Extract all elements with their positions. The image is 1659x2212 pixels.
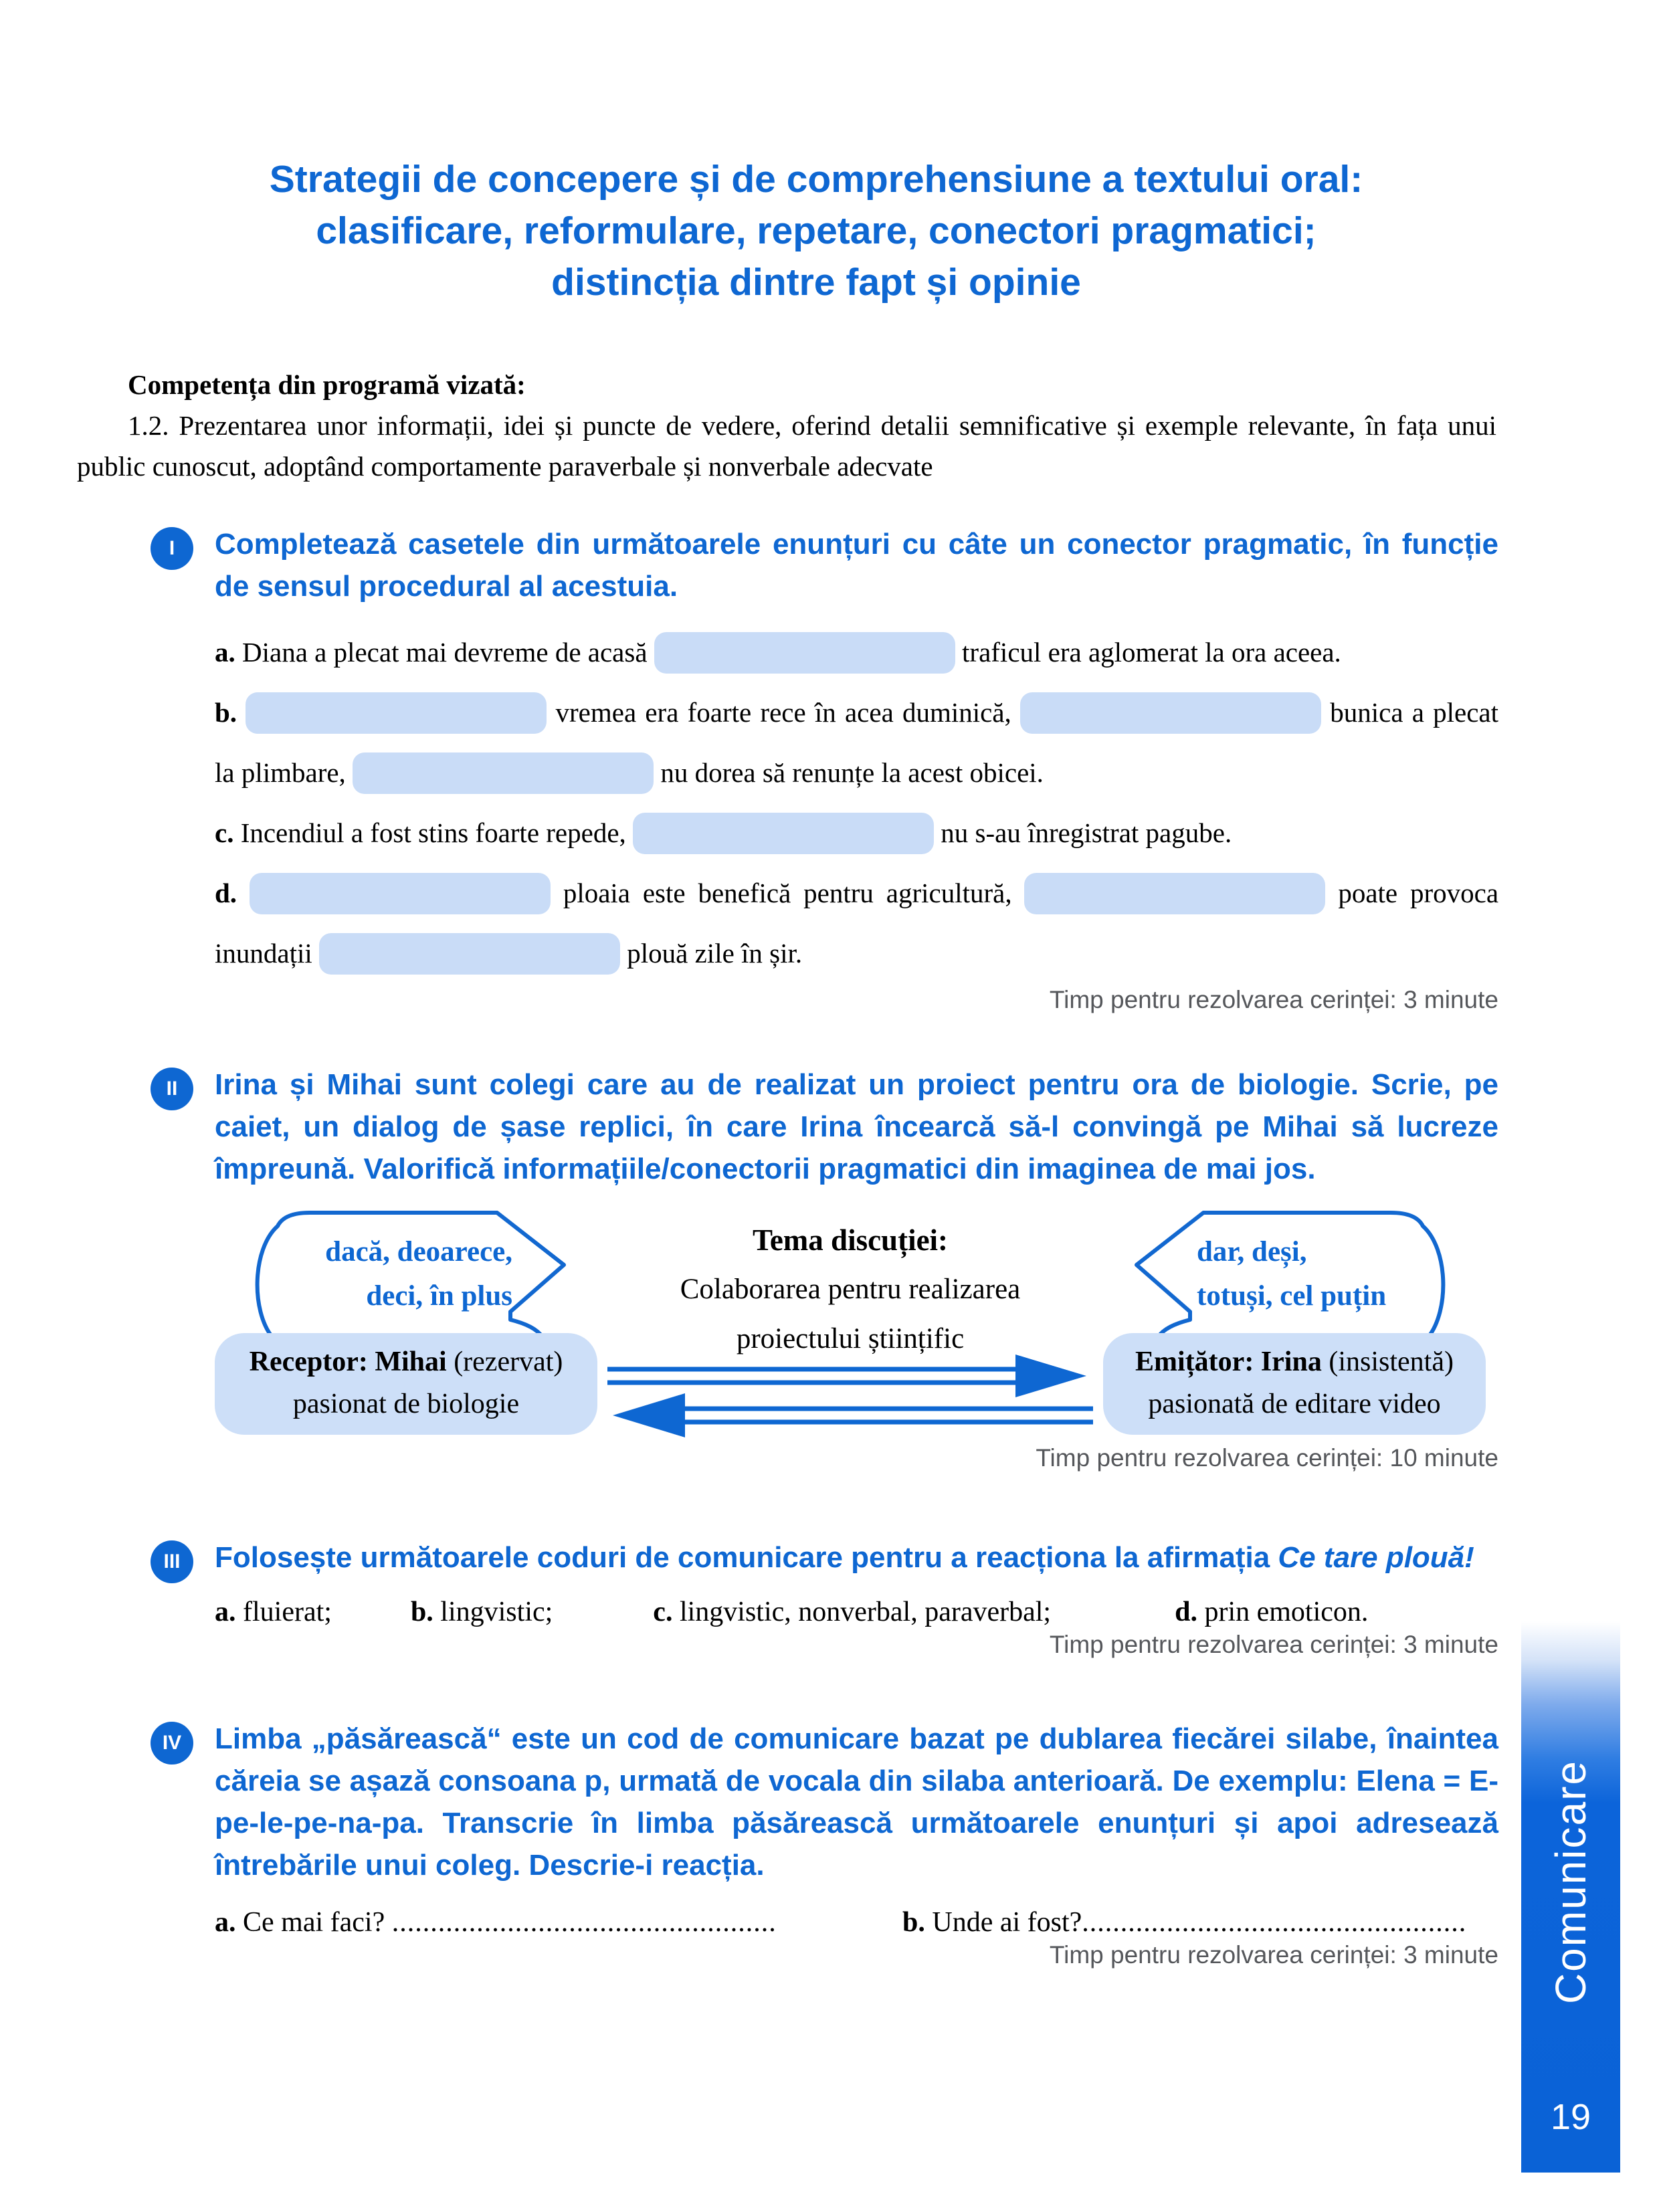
receiver-trait: (rezervat): [454, 1346, 563, 1377]
connector-blank: [654, 632, 955, 674]
question-a-label: a.: [215, 1907, 236, 1938]
question-a-text: Ce mai faci?: [243, 1907, 392, 1938]
exercise-3-statement: [215, 1536, 1498, 1579]
exercise-3-numeral: III: [163, 1550, 181, 1573]
option-a: [215, 1596, 332, 1628]
exercise-4-numeral: IV: [162, 1732, 182, 1754]
connector-blank: [1020, 692, 1321, 734]
sentence-d-part3: plouă zile în șir.: [627, 938, 803, 969]
sentence-c-part2: nu s-au înregistrat pagube.: [941, 817, 1232, 848]
sentence-b: [215, 682, 1498, 803]
option-d: [1175, 1596, 1368, 1628]
sentence-d: [215, 863, 1498, 983]
question-b-answer-line: ..................................................: [1082, 1907, 1467, 1938]
question-b-label: b.: [902, 1907, 925, 1938]
option-b: [411, 1596, 553, 1628]
sentence-b-part2: bunica a plecat la plimbare,: [215, 697, 1499, 788]
exercise-3-statement-text: Folosește următoarele coduri de comunicare pentru a reacționa la afirmația: [215, 1541, 1278, 1574]
left-connectors-line2: deci, în plus: [366, 1280, 512, 1312]
exercise-3-time-note: Timp pentru rezolvarea cerinței: 3 minute: [1049, 1631, 1498, 1658]
sentence-b-label: b.: [215, 697, 237, 728]
title-line-1: Strategii de concepere și de comprehensiune a textului oral:: [269, 158, 1363, 201]
option-d-text: prin emoticon.: [1204, 1597, 1369, 1627]
left-connectors-line1: dacă, deoarece,: [325, 1236, 512, 1268]
exercise-1-time-note: Timp pentru rezolvarea cerinței: 3 minute: [1049, 986, 1498, 1013]
exercise-3-options: [215, 1596, 1498, 1628]
sentence-d-part1: ploaia este benefică pentru agricultură,: [563, 878, 1012, 908]
page-title: [0, 154, 1632, 308]
emitter-box: [1103, 1333, 1486, 1435]
connector-blank: [1024, 873, 1325, 914]
exercise-1-body: [215, 523, 1498, 1014]
option-d-label: d.: [1175, 1597, 1197, 1627]
right-connectors: [1197, 1230, 1458, 1318]
exercise-2: [151, 1064, 1498, 1472]
exercise-4: [151, 1718, 1498, 1969]
exercise-4-body: [215, 1718, 1498, 1969]
exercise-4-numeral-badge: [151, 1722, 193, 1765]
chapter-label: Comunicare: [1547, 1760, 1595, 2005]
emitter-line1: [1103, 1341, 1486, 1383]
connector-blank: [319, 933, 620, 975]
exercise-1-numeral-badge: [151, 527, 193, 570]
sentence-c: [215, 803, 1498, 863]
question-a: [215, 1906, 777, 1938]
page-number: 19: [1550, 2097, 1591, 2137]
exercise-1: [151, 523, 1498, 1014]
receiver-line1: [215, 1341, 597, 1383]
sentence-d-part2: poate provoca inundații: [215, 878, 1499, 969]
sentence-c-label: c.: [215, 817, 234, 848]
connector-blank: [353, 752, 654, 794]
competence-label: Competența din programă vizată:: [128, 369, 526, 400]
sentence-b-part1: vremea era foarte rece în acea duminică,: [555, 697, 1011, 728]
sentence-d-label: d.: [215, 878, 237, 908]
sentence-a-label: a.: [215, 637, 235, 668]
sentence-b-part3: nu dorea să renunțe la acest obicei.: [660, 757, 1044, 788]
sentence-c-part1: Incendiul a fost stins foarte repede,: [240, 817, 626, 848]
discussion-topic: [593, 1215, 1108, 1364]
emitter-trait: (insistentă): [1329, 1346, 1454, 1377]
connector-blank: [246, 692, 547, 734]
exercise-4-questions: [215, 1906, 1498, 1938]
exercise-1-sentences: [215, 622, 1498, 983]
exercise-1-numeral: I: [169, 537, 175, 559]
sentence-a: [215, 622, 1498, 682]
option-c-text: lingvistic, nonverbal, paraverbal;: [679, 1597, 1052, 1627]
exercise-4-statement: Limba „păsărească“ este un cod de comunicare bazat pe dublarea fiecărei silabe, înaintea căreia se așază consoana p, urmată de vocala din silaba anterioară. De exemplu: Elena = E-pe-le-pe-na-pa. Transcrie în limba păsărească următoarele enunțuri și apoi adresează întrebările unui coleg. Descrie-i reacția.: [215, 1722, 1498, 1882]
title-line-2: clasificare, reformulare, repetare, conectori pragmatici;: [316, 209, 1316, 252]
question-b: [902, 1906, 1466, 1938]
discussion-topic-line1: Colaborarea pentru realizarea: [680, 1274, 1021, 1305]
discussion-topic-label: Tema discuției:: [752, 1223, 949, 1257]
chapter-sidebar: [1521, 1621, 1620, 2173]
sentence-a-part2: traficul era aglomerat la ora aceea.: [962, 637, 1341, 668]
option-c: [653, 1596, 1051, 1628]
exercise-3: [151, 1536, 1498, 1659]
connector-blank: [250, 873, 551, 914]
receiver-line2: pasionat de biologie: [292, 1389, 520, 1419]
title-line-3: distincția dintre fapt și opinie: [551, 261, 1081, 304]
question-b-text: Unde ai fost?: [932, 1907, 1082, 1938]
competence-body: 1.2. Prezentarea unor informații, idei și puncte de vedere, oferind detalii semnificative și exemple relevante, în fața unui public cunoscut, adoptând comportamente paraverbale și nonverbale adecvate: [77, 410, 1496, 482]
exercise-3-statement-quote: Ce tare plouă!: [1278, 1541, 1474, 1574]
communication-diagram: [215, 1209, 1486, 1441]
discussion-topic-line2: proiectului științific: [736, 1323, 965, 1354]
question-a-answer-line: ..................................................: [391, 1907, 777, 1938]
exercise-3-body: [215, 1536, 1498, 1659]
receiver-box: [215, 1333, 597, 1435]
receiver-role-name: Receptor: Mihai: [249, 1346, 447, 1377]
exercise-3-numeral-badge: [151, 1540, 193, 1583]
option-a-label: a.: [215, 1597, 236, 1627]
exercise-2-numeral: II: [166, 1078, 178, 1100]
exercise-2-statement: Irina și Mihai sunt colegi care au de realizat un proiect pentru ora de biologie. Scrie, pe caiet, un dialog de șase replici, în care Irina încearcă să-l convingă pe Mihai să lucreze împreună. Valorifică informațiile/conectorii pragmatici din imaginea de mai jos.: [215, 1068, 1498, 1185]
exercise-1-statement: Completează casetele din următoarele enunțuri cu câte un conector pragmatic, în funcție de sensul procedural al acestuia.: [215, 528, 1498, 603]
dialogue-arrows: [606, 1352, 1094, 1440]
chapter-label-wrap: [1521, 1691, 1620, 2074]
connector-blank: [633, 813, 934, 854]
left-connectors: [278, 1230, 512, 1318]
exercise-2-numeral-badge: [151, 1068, 193, 1110]
right-connectors-line1: dar, deși,: [1197, 1236, 1307, 1268]
option-a-text: fluierat;: [243, 1597, 332, 1627]
option-b-text: lingvistic;: [440, 1597, 553, 1627]
exercise-2-time-note: Timp pentru rezolvarea cerinței: 10 minute: [1036, 1444, 1498, 1472]
option-c-label: c.: [653, 1597, 673, 1627]
competence-section: [77, 365, 1496, 487]
sentence-a-part1: Diana a plecat mai devreme de acasă: [242, 637, 648, 668]
option-b-label: b.: [410, 1597, 433, 1627]
emitter-line2: pasionată de editare video: [1148, 1389, 1441, 1419]
exercise-2-body: [215, 1064, 1498, 1472]
exercise-4-time-note: Timp pentru rezolvarea cerinței: 3 minute: [1049, 1941, 1498, 1969]
right-connectors-line2: totuși, cel puțin: [1197, 1280, 1387, 1312]
emitter-role-name: Emițător: Irina: [1135, 1346, 1322, 1377]
